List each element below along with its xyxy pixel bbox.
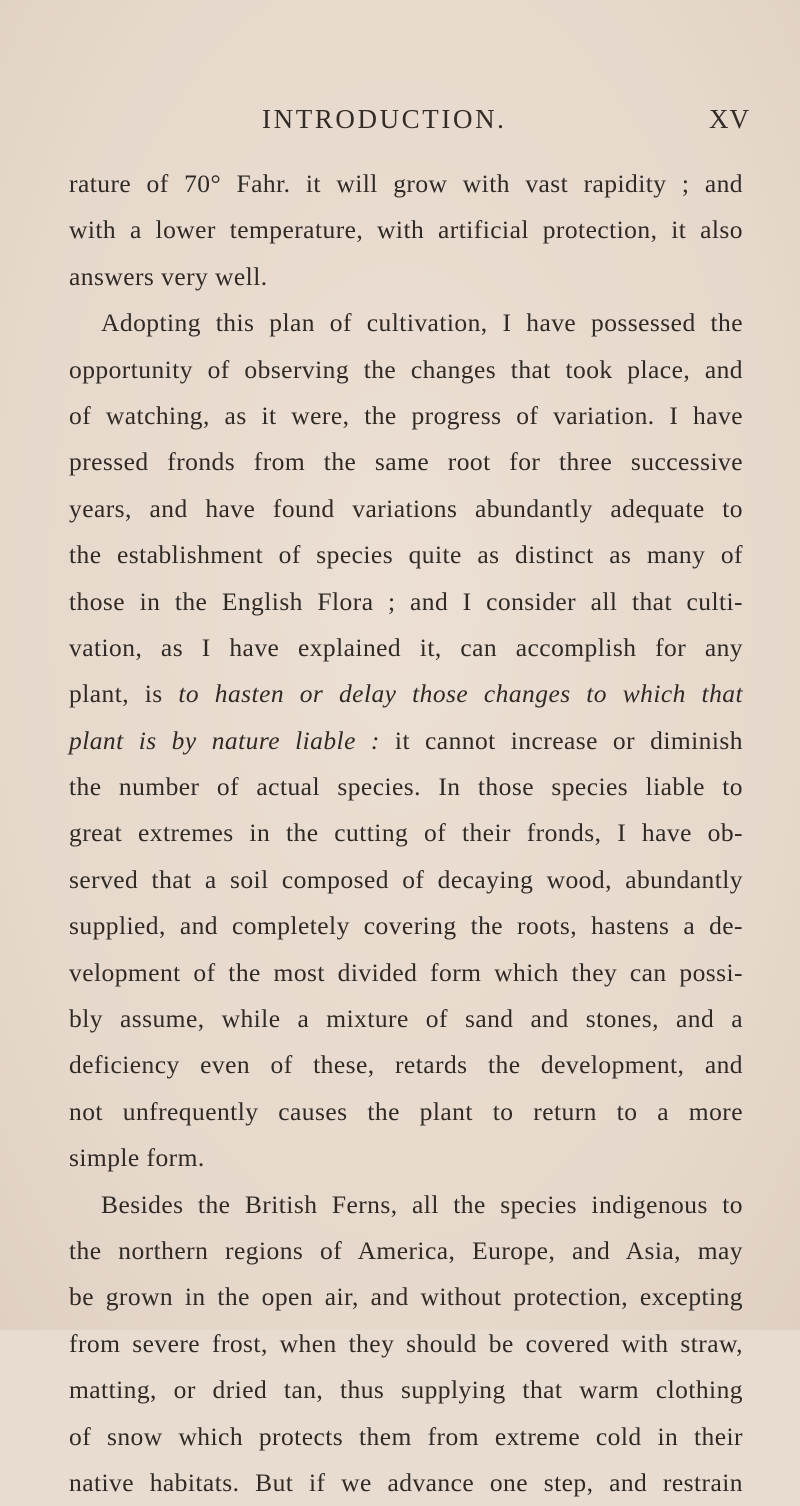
- text-line-italic: plant is by nature liable :: [69, 725, 380, 755]
- text-line: of watching, as it were, the progress of variation. I have: [69, 400, 743, 430]
- text-line: be grown in the open air, and without protection, excepting: [69, 1282, 743, 1312]
- text-line: years, and have found variations abundantly adequate to: [69, 493, 743, 523]
- text-line: great extremes in the cutting of their fronds, I have ob-: [69, 818, 743, 848]
- text-line: Besides the British Ferns, all the species indigenous to: [101, 1189, 743, 1219]
- text-line-italic: to hasten or delay those changes to which that: [178, 679, 744, 709]
- text-line: the establishment of species quite as distinct as many of: [69, 540, 743, 570]
- text-line-plain: plant, is: [69, 679, 179, 709]
- text-line: [69, 671, 743, 717]
- text-line: bly assume, while a mixture of sand and stones, and a: [69, 1004, 743, 1034]
- text-line: matting, or dried tan, thus supplying that warm clothing: [69, 1375, 743, 1405]
- text-line: the northern regions of America, Europe, and Asia, may: [69, 1235, 743, 1265]
- text-line: served that a soil composed of decaying wood, abundantly: [69, 864, 743, 894]
- text-line: [69, 718, 743, 764]
- text-line: vation, as I have explained it, can accomplish for any: [69, 632, 743, 662]
- text-line: Adopting this plan of cultivation, I have possessed the: [101, 308, 743, 338]
- text-line: those in the English Flora ; and I consider all that culti-: [69, 586, 743, 616]
- text-line: deficiency even of these, retards the development, and: [69, 1050, 743, 1080]
- page-number: XV: [709, 104, 750, 134]
- text-line: simple form.: [69, 1143, 205, 1173]
- text-line: not unfrequently causes the plant to return to a more: [69, 1096, 743, 1126]
- text-line-plain: it cannot increase or diminish: [379, 725, 743, 755]
- text-line: native habitats. But if we advance one step, and restrain: [69, 1467, 743, 1497]
- text-line: from severe frost, when they should be covered with straw,: [69, 1328, 743, 1358]
- text-line: the number of actual species. In those species liable to: [69, 772, 743, 802]
- text-line: of snow which protects them from extreme cold in their: [69, 1421, 743, 1451]
- text-line: rature of 70° Fahr. it will grow with vast rapidity ; and: [69, 169, 743, 198]
- text-line: pressed fronds from the same root for three successive: [69, 447, 743, 477]
- body-text: [69, 161, 743, 1506]
- text-line: velopment of the most divided form which they can possi-: [69, 957, 743, 987]
- running-head: [0, 104, 800, 138]
- text-line: answers very well.: [69, 261, 268, 291]
- running-title: INTRODUCTION.: [262, 104, 507, 134]
- text-line: with a lower temperature, with artificial protection, it also: [69, 215, 743, 245]
- text-line: opportunity of observing the changes that took place, and: [69, 354, 743, 384]
- text-line: supplied, and completely covering the roots, hastens a de-: [69, 911, 743, 941]
